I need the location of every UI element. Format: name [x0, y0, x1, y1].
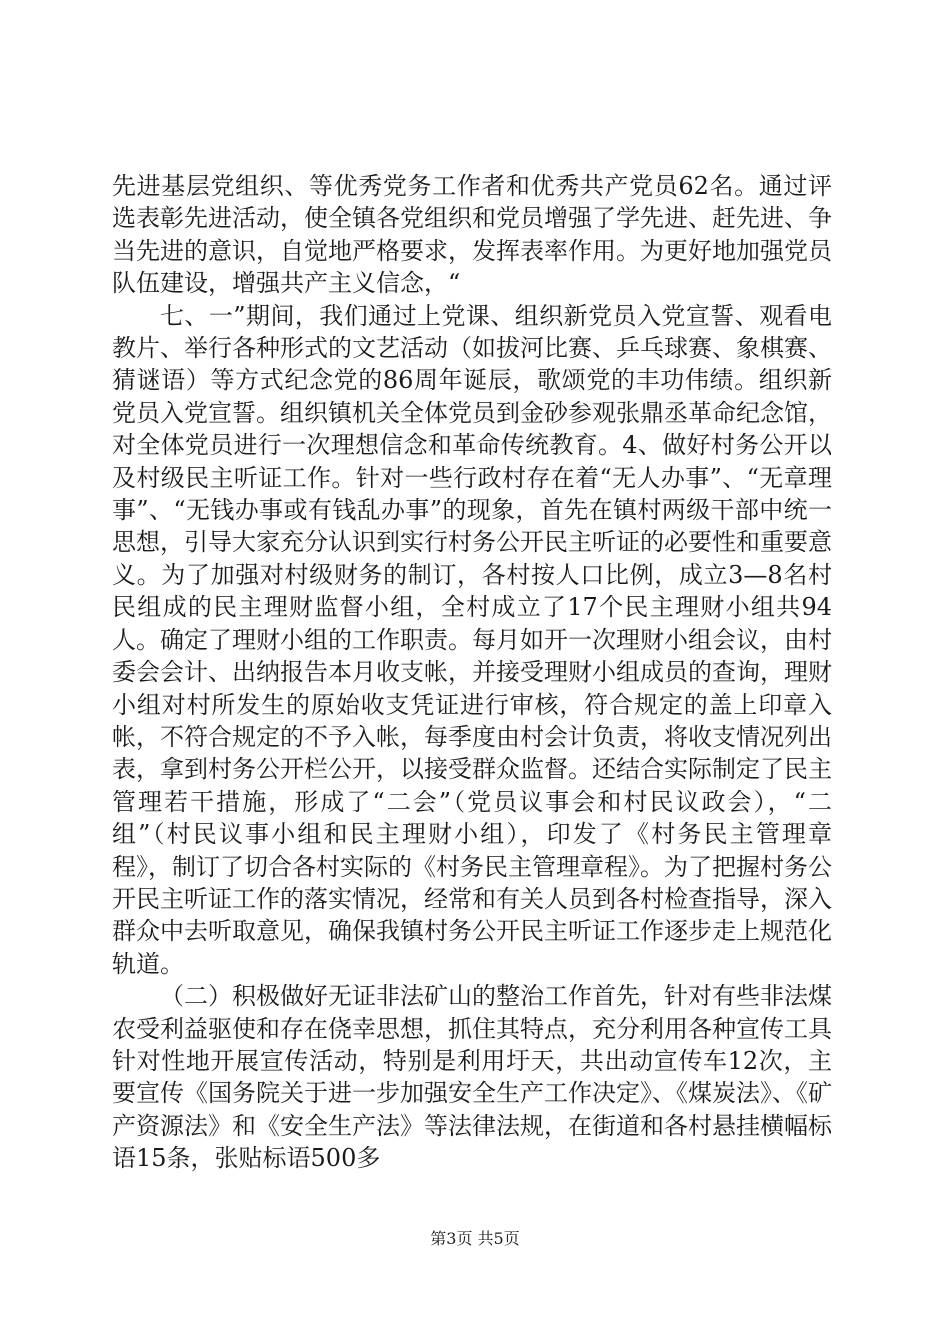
paragraph-2: 七、一”期间，我们通过上党课、组织新党员入党宣誓、观看电教片、举行各种形式的文艺活动（如拔河比赛、乒乓球赛、象棋赛、猜谜语）等方式纪念党的86周年诞辰，歌颂党的丰功伟绩。组织新党员入党宣誓。组织镇机关全体党员到金砂参观张鼎丞革命纪念馆，对全体党员进行一次理想信念和革命传统教育。4、做好村务公开以及村级民主听证工作。针对一些行政村存在着“无人办事”、“无章理事”、“无钱办事或有钱乱办事”的现象，首先在镇村两级干部中统一思想，引导大家充分认识到实行村务公开民主听证的必要性和重要意义。为了加强对村级财务的制订，各村按人口比例，成立3—8名村民组成的民主理财监督小组，全村成立了17个民主理财小组共94人。确定了理财小组的工作职责。每月如开一次理财小组会议，由村委会会计、出纳报告本月收支帐，并接受理财小组成员的查询，理财小组对村所发生的原始收支凭证进行审核，符合规定的盖上印章入帐，不符合规定的不予入帐，每季度由村会计负责，将收支情况列出表，拿到村务公开栏公开，以接受群众监督。还结合实际制定了民主管理若干措施，形成了“二会”（党员议事会和村民议政会），“二组”（村民议事小组和民主理财小组），印发了《村务民主管理章程》，制订了切合各村实际的《村务民主管理章程》。为了把握村务公开民主听证工作的落实情况，经常和有关人员到各村检查指导，深入群众中去听取意见，确保我镇村务公开民主听证工作逐步走上规范化轨道。: [112, 301, 832, 978]
paragraph-1: 先进基层党组织、等优秀党务工作者和优秀共产党员62名。通过评选表彰先进活动，使全镇各党组织和党员增强了学先进、赶先进、争当先进的意识，自觉地严格要求，发挥表率作用。为更好地加强党员队伍建设，增强共产主义信念，“: [112, 172, 832, 298]
paragraph-3: （二）积极做好无证非法矿山的整治工作首先，针对有些非法煤农受利益驱使和存在侥幸思想，抓住其特点，充分利用各种宣传工具针对性地开展宣传活动，特别是利用圩天，共出动宣传车12次，主要宣传《国务院关于进一步加强安全生产工作决定》、《煤炭法》、《矿产资源法》和《安全生产法》等法律法规，在街道和各村悬挂横幅标语15条，张贴标语500多: [112, 982, 832, 1173]
document-body: [112, 170, 832, 1175]
page-footer: 第3页 共5页: [430, 1229, 520, 1248]
